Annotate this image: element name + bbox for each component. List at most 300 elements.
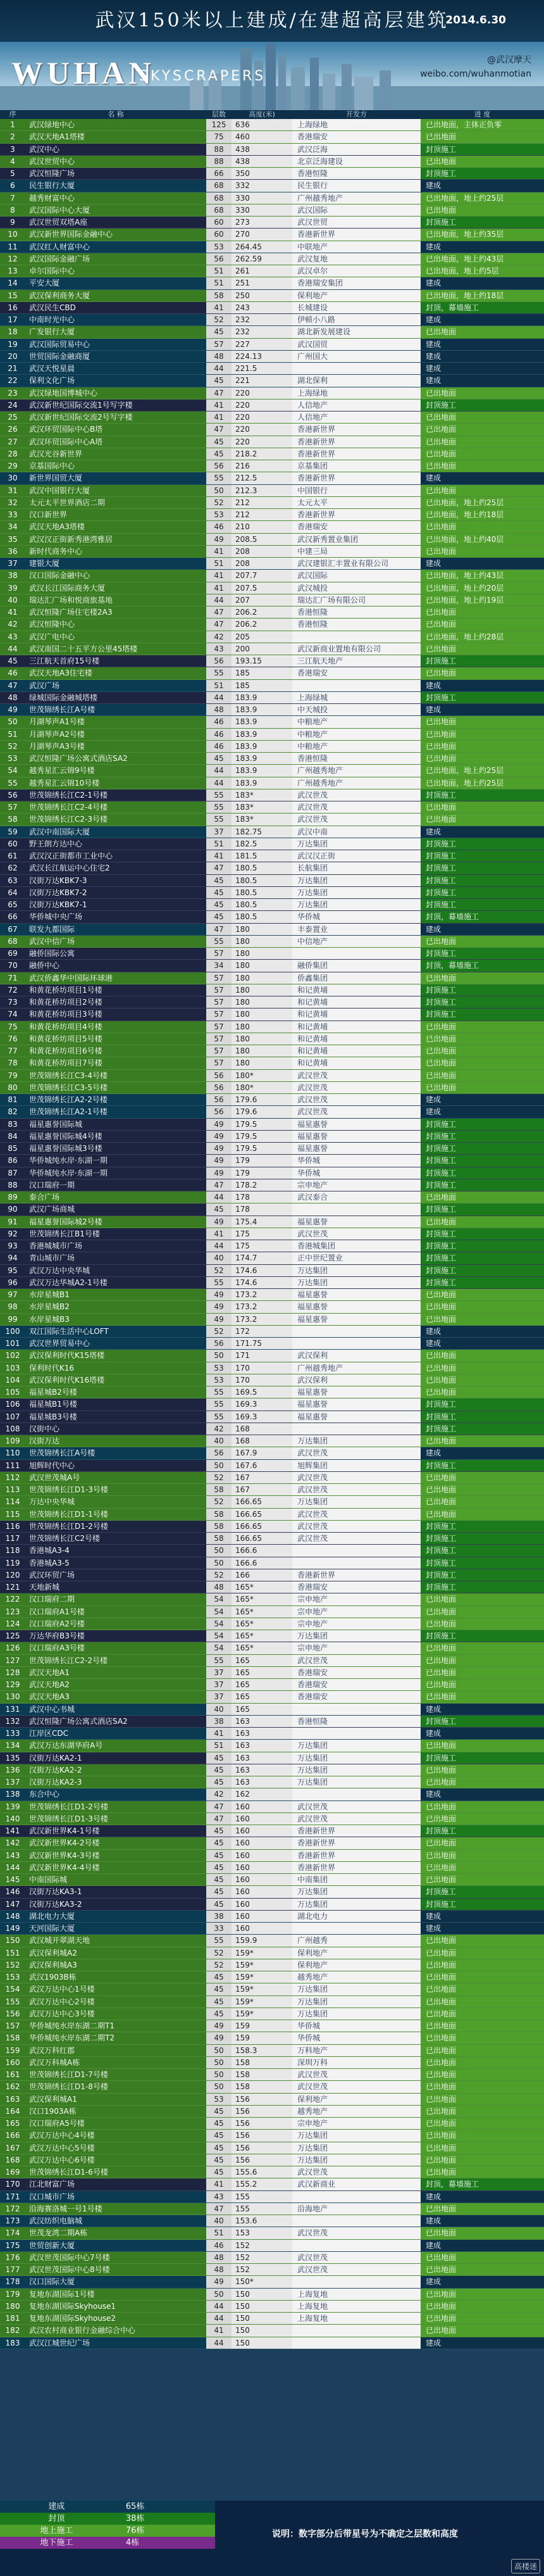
cell-developer: [292, 1788, 421, 1800]
cell-height: 262.59: [232, 253, 292, 265]
cell-number: 123: [5, 1607, 20, 1616]
col-header-status: 进 度: [474, 110, 491, 118]
cell-name: 和黄花桥坊项目5号楼: [29, 1034, 102, 1043]
cell-floors: 45: [206, 1752, 232, 1764]
cell-developer: 福星惠誉: [292, 1301, 421, 1312]
cell-height: 158: [232, 2069, 292, 2080]
cell-status: 封顶施工: [421, 862, 544, 874]
cell-height: 163: [232, 1776, 292, 1788]
cell-developer: 中联地产: [292, 241, 421, 253]
cell-status: 封顶施工: [421, 1179, 544, 1191]
cell-status: 已出地面: [421, 1850, 544, 1861]
cell-floors: 44: [206, 765, 232, 776]
cell-number: 1: [10, 120, 15, 129]
cell-number: 156: [5, 2009, 20, 2018]
cell-height: 156: [232, 2142, 292, 2154]
cell-status: 已出地面: [421, 156, 544, 167]
cell-height: 438: [232, 156, 292, 167]
cell-developer: 湖北新发展建设: [292, 326, 421, 337]
cell-name: 福星城B3号楼: [29, 1412, 77, 1421]
cell-status: 已出地面: [421, 619, 544, 630]
cell-height: 183.9: [232, 729, 292, 740]
cell-status: 封顶施工: [421, 217, 544, 228]
cell-status: 封顶施工: [421, 1008, 544, 1020]
cell-floors: 44: [206, 594, 232, 606]
cell-floors: 57: [206, 339, 232, 350]
cell-name: 世茂锦绣长江D1-1号楼: [29, 1509, 108, 1519]
cell-developer: 融侨集团: [292, 960, 421, 971]
cell-name: 新时代商务中心: [29, 546, 83, 556]
table-row: [0, 1557, 544, 1569]
cell-status: 封顶施工: [421, 887, 544, 898]
cell-floors: 45: [206, 1983, 232, 1995]
cell-status: 已出地面: [421, 801, 544, 813]
cell-developer: 人信地产: [292, 399, 421, 411]
cell-status: 已出地面: [421, 1033, 544, 1045]
cell-number: 136: [5, 1765, 20, 1775]
cell-number: 55: [8, 778, 18, 788]
cell-number: 36: [8, 546, 18, 556]
cell-developer: [292, 680, 421, 691]
cell-number: 63: [8, 876, 18, 885]
cell-status: 已出地面: [421, 1642, 544, 1654]
cell-status: 已出地面，地上约40层: [421, 534, 544, 545]
cell-number: 23: [8, 388, 18, 398]
cell-height: 220: [232, 412, 292, 423]
cell-number: 74: [8, 1010, 18, 1019]
table-row: [0, 1045, 544, 1057]
cell-name: 世茂锦绣长江B1号楼: [29, 1229, 100, 1238]
cell-number: 171: [5, 2192, 20, 2201]
cell-name: 汉口瑞府A2号楼: [29, 1619, 85, 1628]
cell-status: 已出地面，地上约5层: [421, 265, 544, 277]
cell-number: 42: [8, 620, 18, 629]
cell-floors: 56: [206, 1106, 232, 1117]
table-row: [0, 2178, 544, 2190]
cell-number: 151: [5, 1948, 20, 1957]
cell-name: 世茂锦绣长江A2-1号楼: [29, 1107, 108, 1117]
cell-floors: 58: [206, 1509, 232, 1520]
cell-status: 已出地面: [421, 1947, 544, 1959]
table-row: [0, 2215, 544, 2227]
cell-developer: 香港瑞安: [292, 1679, 421, 1690]
cell-name: 福星惠誉国际城4号楼: [29, 1131, 102, 1141]
table-row: [0, 1959, 544, 1971]
cell-name: 旭辉时代中心: [29, 1461, 75, 1470]
cell-developer: 中粮地产: [292, 729, 421, 740]
cell-status: 已出地面: [421, 1983, 544, 1995]
cell-developer: [292, 1704, 421, 1715]
cell-status: 已出地面: [421, 2045, 544, 2056]
cell-developer: 武汉世茂: [292, 2252, 421, 2263]
table-row: [0, 2069, 544, 2081]
cell-developer: 万达集团: [292, 899, 421, 910]
cell-floors: 49: [206, 1314, 232, 1325]
cell-status: 已出地面: [421, 1289, 544, 1300]
cell-developer: 万科地产: [292, 2045, 421, 2056]
cell-status: 封顶施工: [421, 399, 544, 411]
cell-height: 206.2: [232, 619, 292, 630]
cell-height: 180: [232, 1045, 292, 1057]
cell-height: 180: [232, 1033, 292, 1045]
cell-number: 132: [5, 1716, 20, 1726]
cell-status: 建成: [421, 1447, 544, 1459]
cell-floors: 48: [206, 704, 232, 715]
cell-developer: [292, 948, 421, 959]
table-row: [0, 838, 544, 850]
cell-name: 越秀财富中心: [29, 193, 75, 203]
cell-floors: 56: [206, 1070, 232, 1081]
cell-developer: 丰泰置业: [292, 924, 421, 935]
cell-developer: [292, 363, 421, 374]
table-row: [0, 692, 544, 704]
cell-name: 湖北电力大厦: [29, 1911, 75, 1921]
table-row: [0, 2325, 544, 2337]
cell-number: 5: [10, 169, 15, 178]
cell-height: 180.5: [232, 899, 292, 910]
cell-height: 207.5: [232, 582, 292, 594]
table-row: [0, 399, 544, 412]
cell-number: 24: [8, 400, 18, 410]
cell-developer: [292, 1423, 421, 1435]
cell-number: 176: [5, 2252, 20, 2262]
cell-developer: [292, 1545, 421, 1556]
cell-number: 124: [5, 1619, 20, 1628]
cell-height: 183.9: [232, 765, 292, 776]
cell-floors: 56: [206, 253, 232, 265]
cell-developer: 武汉中南: [292, 826, 421, 838]
cell-number: 173: [5, 2216, 20, 2225]
table-row: [0, 2142, 544, 2154]
table-row: [0, 1642, 544, 1654]
table-row: [0, 1265, 544, 1277]
summary-row: [0, 2537, 215, 2549]
cell-name: 武汉广场: [29, 681, 60, 690]
table-row: [0, 972, 544, 984]
cell-number: 6: [10, 181, 15, 191]
cell-floors: 45: [206, 1886, 232, 1897]
cell-status: 封顶施工: [421, 875, 544, 886]
cell-name: 武汉世贸中心: [29, 156, 75, 166]
cell-developer: 和记黄埔: [292, 1021, 421, 1033]
cell-height: 212.5: [232, 472, 292, 484]
cell-developer: 香港瑞安集团: [292, 277, 421, 289]
cell-developer: 武汉世茂: [292, 1655, 421, 1666]
cell-floors: 38: [206, 1716, 232, 1727]
cell-height: 158: [232, 2057, 292, 2068]
table-row: [0, 1350, 544, 1362]
table-row: [0, 1386, 544, 1398]
cell-status: 已出地面: [421, 1862, 544, 1873]
summary-row: [0, 2501, 215, 2513]
cell-developer: 香港恒隆: [292, 753, 421, 764]
cell-height: 179.5: [232, 1119, 292, 1130]
cell-name: 武汉万达中心1号楼: [29, 1985, 95, 1994]
cell-height: 163: [232, 1764, 292, 1776]
cell-floors: 51: [206, 838, 232, 850]
cell-developer: 华侨城: [292, 911, 421, 922]
table-row: [0, 1728, 544, 1740]
cell-number: 73: [8, 998, 18, 1007]
cell-height: 180.5: [232, 911, 292, 922]
table-row: [0, 1899, 544, 1911]
cell-number: 106: [5, 1400, 20, 1409]
cell-floors: 44: [206, 777, 232, 789]
cell-height: 178: [232, 1203, 292, 1215]
cell-developer: 宗申地产: [292, 1593, 421, 1605]
cell-status: 已出地面: [421, 2008, 544, 2020]
cell-name: 武汉汉正街都市工业中心: [29, 851, 113, 860]
table-row: [0, 1545, 544, 1557]
cell-number: 117: [5, 1534, 20, 1543]
cell-developer: 武汉世茂: [292, 1082, 421, 1093]
cell-number: 112: [5, 1473, 20, 1482]
cell-number: 7: [10, 193, 15, 203]
table-row: [0, 314, 544, 326]
cell-name: 世茂锦绣长江C2-1号楼: [29, 790, 108, 800]
cell-name: 武汉广电中心: [29, 632, 75, 641]
table-row: [0, 1667, 544, 1679]
cell-height: 220: [232, 436, 292, 448]
cell-number: 20: [8, 351, 18, 361]
cell-floors: 47: [206, 1179, 232, 1191]
cell-number: 45: [8, 657, 18, 665]
cell-floors: 57: [206, 1057, 232, 1069]
table-row: [0, 1008, 544, 1021]
cell-floors: 50: [206, 2081, 232, 2092]
cell-height: 227: [232, 339, 292, 350]
cell-developer: 广州越秀地产: [292, 765, 421, 776]
table-row: [0, 1374, 544, 1386]
cell-height: 160: [232, 1886, 292, 1897]
cell-floors: 47: [206, 1801, 232, 1813]
cell-height: 160: [232, 1862, 292, 1873]
table-row: [0, 594, 544, 606]
cell-status: 建成: [421, 277, 544, 289]
cell-floors: 41: [206, 399, 232, 411]
cell-height: 160: [232, 1874, 292, 1885]
cell-developer: 武汉世茂: [292, 2227, 421, 2239]
cell-name: 武汉长江航运中心住宅2: [29, 864, 110, 873]
cell-number: 89: [8, 1193, 18, 1202]
cell-status: 已出地面，地上约35层: [421, 229, 544, 240]
cell-number: 139: [5, 1802, 20, 1811]
cell-floors: 42: [206, 631, 232, 643]
cell-floors: 49: [206, 2020, 232, 2032]
cell-developer: 中天城投: [292, 704, 421, 715]
cell-floors: 34: [206, 960, 232, 971]
cell-status: 已出地面: [421, 2264, 544, 2275]
cell-number: 107: [5, 1412, 20, 1421]
cell-name: 武汉红人财富中心: [29, 242, 90, 251]
cell-status: 已出地面: [421, 2069, 544, 2080]
cell-floors: 60: [206, 217, 232, 228]
cell-floors: 48: [206, 2264, 232, 2275]
cell-developer: 香港新世界: [292, 1569, 421, 1581]
cell-height: 150: [232, 2301, 292, 2312]
table-row: [0, 875, 544, 887]
cell-floors: 45: [206, 448, 232, 460]
cell-developer: 万达集团: [292, 1752, 421, 1764]
cell-height: 183.9: [232, 692, 292, 703]
cell-name: 武汉世茂国际中心8号楼: [29, 2265, 110, 2274]
table-row: [0, 2252, 544, 2264]
cell-developer: 香港新世界: [292, 448, 421, 460]
cell-floors: 41: [206, 582, 232, 594]
cell-name: 复地东湖国际1号楼: [29, 2289, 95, 2299]
cell-floors: 57: [206, 948, 232, 959]
table-row: [0, 936, 544, 948]
cell-name: 水岸星城B3: [29, 1314, 70, 1324]
cell-developer: 武汉世茂: [292, 2081, 421, 2092]
cell-name: 和黄花桥坊项目4号楼: [29, 1022, 102, 1031]
cell-developer: 武汉国际: [292, 204, 421, 216]
table-row: [0, 2130, 544, 2142]
cell-height: 156: [232, 2154, 292, 2166]
cell-developer: 香港恒隆: [292, 1716, 421, 1727]
cell-number: 66: [8, 912, 18, 922]
cell-name: 汉街万达: [29, 1436, 60, 1445]
table-row: [0, 1131, 544, 1143]
cell-developer: [292, 1338, 421, 1349]
table-row: [0, 302, 544, 314]
cell-name: 汉口新世界: [29, 510, 68, 519]
cell-number: 40: [8, 595, 18, 605]
cell-floors: 68: [206, 180, 232, 191]
table-row: [0, 2020, 544, 2032]
cell-height: 166.65: [232, 1533, 292, 1544]
cell-developer: [292, 2215, 421, 2227]
cell-name: 武汉恒隆广场: [29, 169, 75, 178]
table-row: [0, 1362, 544, 1374]
cell-name: 越秀星汇云锦9号楼: [29, 766, 95, 776]
cell-number: 12: [8, 254, 18, 263]
cell-name: 武汉万达中央华城: [29, 1266, 90, 1275]
cell-floors: 49: [206, 1131, 232, 1142]
cell-number: 150: [5, 1936, 20, 1945]
cell-status: 已出地面: [421, 1667, 544, 1678]
cell-developer: 福星惠誉: [292, 1386, 421, 1398]
cell-name: 武汉环贸广场: [29, 1570, 75, 1580]
cell-number: 111: [5, 1461, 20, 1470]
cell-height: 165: [232, 1704, 292, 1715]
cell-status: 已出地面，地上约28层: [421, 631, 544, 643]
cell-name: 世茂锦绣长江A2-2号楼: [29, 1095, 108, 1104]
cell-name: 世茂锦绣长江C3-5号楼: [29, 1083, 108, 1092]
cell-height: 150: [232, 2337, 292, 2349]
cell-height: 180: [232, 1057, 292, 1069]
cell-name: 天河国际大厦: [29, 1924, 75, 1933]
cell-developer: 万达集团: [292, 2130, 421, 2141]
cell-name: 沿海赛洛城一号1号楼: [29, 2204, 102, 2213]
cell-developer: 和记黄埔: [292, 1045, 421, 1057]
cell-number: 126: [5, 1643, 20, 1653]
cell-number: 155: [5, 1997, 20, 2006]
table-row: [0, 2106, 544, 2118]
cell-number: 81: [8, 1095, 18, 1104]
cell-floors: 45: [206, 2154, 232, 2166]
summary-value: 65栋: [125, 2502, 145, 2511]
cell-height: 330: [232, 192, 292, 204]
cell-number: 58: [8, 815, 18, 824]
cell-status: 已出地面: [421, 1314, 544, 1325]
cell-height: 183*: [232, 789, 292, 801]
cell-height: 156: [232, 2130, 292, 2141]
cell-status: 建成: [421, 2191, 544, 2202]
cell-status: 已出地面: [421, 1874, 544, 1885]
cell-number: 65: [8, 900, 18, 909]
table-row: [0, 351, 544, 363]
cell-floors: 55: [206, 667, 232, 679]
cell-developer: 武汉世茂: [292, 1228, 421, 1240]
cell-height: 178: [232, 1191, 292, 1203]
cell-floors: 52: [206, 1472, 232, 1483]
cell-floors: 43: [206, 2191, 232, 2202]
cell-status: 建成: [421, 375, 544, 386]
table-row: [0, 1606, 544, 1618]
cell-height: 167: [232, 1472, 292, 1483]
cell-status: 封顶施工: [421, 1521, 544, 1532]
cell-status: 已出地面，地上约18层: [421, 509, 544, 520]
cell-floors: 54: [206, 1618, 232, 1630]
cell-status: 封顶施工: [421, 789, 544, 801]
cell-floors: 57: [206, 972, 232, 984]
cell-name: 江北财富广场: [29, 2180, 75, 2189]
cell-name: 武汉天地A3住宅楼: [29, 669, 92, 678]
table-row: [0, 1228, 544, 1240]
table-row: [0, 2045, 544, 2057]
cell-name: 武汉江城世纪广场: [29, 2338, 90, 2347]
cell-developer: 福星惠誉: [292, 1398, 421, 1410]
cell-developer: 中建三局: [292, 546, 421, 557]
cell-developer: 京基集团: [292, 460, 421, 472]
cell-status: 已出地面: [421, 1813, 544, 1825]
cell-developer: 上海复地: [292, 2289, 421, 2300]
cell-name: 汉街万达KA3-1: [29, 1887, 82, 1897]
cell-status: 已出地面: [421, 753, 544, 764]
cell-status: 已出地面: [421, 1374, 544, 1386]
cell-name: 武汉中国银行大厦: [29, 486, 90, 495]
cell-floors: 44: [206, 1240, 232, 1252]
cell-number: 39: [8, 583, 18, 593]
cell-height: 183.9: [232, 777, 292, 789]
table-row: [0, 2313, 544, 2325]
col-header-height: 高度(米): [249, 110, 275, 118]
cell-floors: 55: [206, 1277, 232, 1288]
cell-floors: 40: [206, 1435, 232, 1447]
cell-status: 已出地面: [421, 1082, 544, 1093]
table-row: [0, 1143, 544, 1155]
cell-developer: 武汉世茂: [292, 1533, 421, 1544]
cell-floors: 44: [206, 2337, 232, 2349]
table-row: [0, 1179, 544, 1191]
table-row: [0, 960, 544, 972]
cell-status: 已出地面: [421, 972, 544, 984]
cell-developer: 香港瑞安: [292, 1581, 421, 1593]
cell-developer: 武汉世茂: [292, 1472, 421, 1483]
table-row: [0, 472, 544, 484]
cell-developer: 上海复地: [292, 2313, 421, 2324]
table-row: [0, 801, 544, 814]
cell-name: 武汉农村商业银行金融综合中心: [29, 2326, 136, 2335]
table-row: [0, 534, 544, 546]
cell-developer: 福星惠誉: [292, 1314, 421, 1325]
cell-floors: 52: [206, 1496, 232, 1507]
cell-name: 武汉新世界K4-1号楼: [29, 1826, 100, 1835]
cell-developer: 和记黄埔: [292, 1033, 421, 1045]
cell-height: 180: [232, 996, 292, 1008]
cell-number: 162: [5, 2082, 20, 2092]
